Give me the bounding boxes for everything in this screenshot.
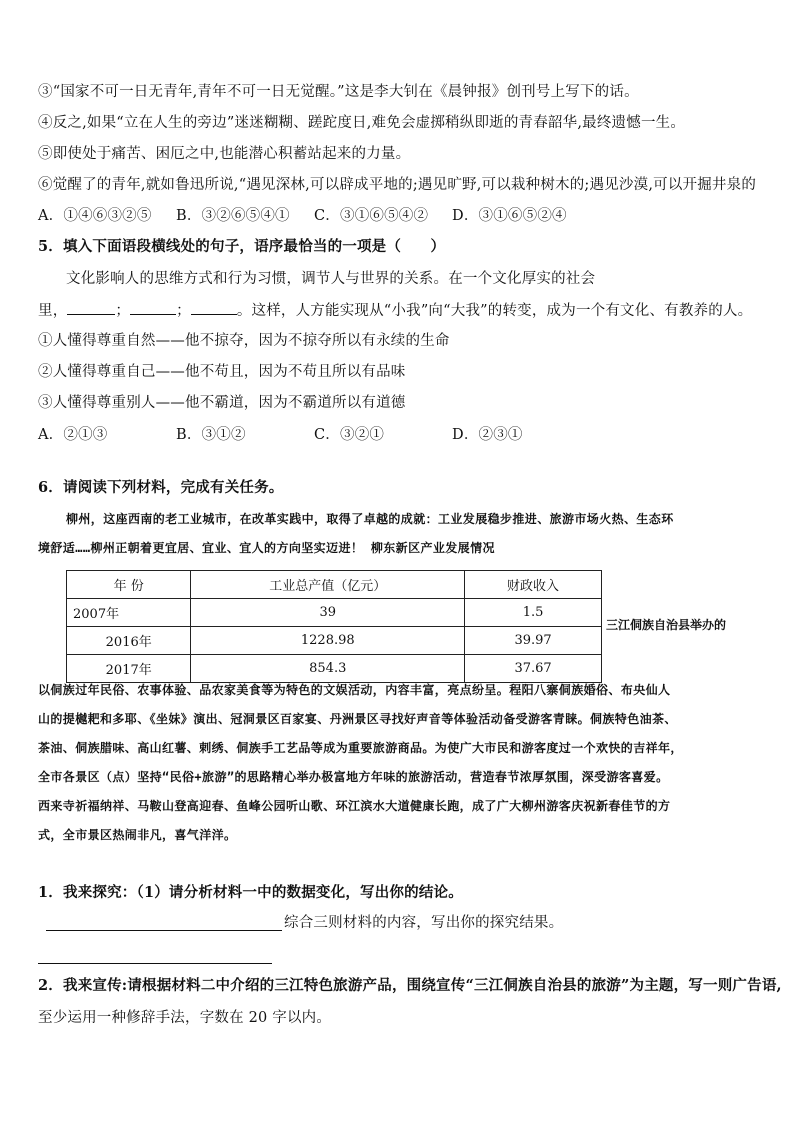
q5-para2-prefix: 里， [38, 303, 68, 319]
q5-paragraph-line2 [38, 300, 752, 321]
q5-blank-2 [130, 300, 176, 315]
answer-line-1 [46, 930, 282, 931]
table-header-revenue: 财政收入 [465, 571, 602, 599]
industry-data-table [66, 570, 602, 683]
material2-line: 茶油、侗族腊味、高山红薯、剌绣、侗族手工艺品等成为重要旅游商品。为使广大市民和游客度过一个欢快的吉祥年， [38, 741, 683, 755]
q5-para2-suffix: 。这样，人方能实现从“小我”向“大我”的转变，成为一个有文化、有教养的人。 [236, 303, 753, 319]
material2-line: 以侗族过年民俗、农事体验、品农家美食等为特色的文娱活动，内容丰富，亮点纷呈。程阳八寨侗族婚俗、布央仙人 [38, 683, 671, 697]
sentence-5: ⑤即使处于痛苦、困厄之中,也能潜心积蓄站起来的力量。 [38, 146, 411, 162]
q5-sentence-3: ③人懂得尊重别人——他不霸道，因为不霸道所以有道德 [38, 395, 406, 411]
q5-option-a: A．②①③ [38, 427, 108, 443]
task1-part2: 综合三则材料的内容，写出你的探究结果。 [284, 915, 564, 931]
task2-line1: 2．我来宣传:请根据材料二中介绍的三江特色旅游产品，围绕宣传“三江侗族自治县的旅游”为主题，写一则广告语, [38, 977, 782, 994]
table-header-output: 工业总产值（亿元） [191, 571, 465, 599]
q5-option-c: C．③②① [314, 427, 385, 443]
material2-line: 山的提樾耙和多耶、《坐妹》演出、冠洞景区百家宴、丹洲景区寻找好声音等体验活动备受游客青睐。侗族特色油茶、 [38, 712, 677, 726]
answer-line-2 [38, 963, 272, 964]
sentence-6: ⑥觉醒了的青年,就如鲁迅所说,“遇见深林,可以辟成平地的;遇见旷野,可以栽种树木的;遇见沙漠,可以开掘井泉的 [38, 177, 757, 193]
sentence-4: ④反之,如果“立在人生的旁边”迷迷糊糊、蹉跎度日,难免会虚掷稍纵即逝的青春韶华,最终遗憾一生。 [38, 115, 686, 131]
q4-option-b: B．③②⑥⑤④① [176, 208, 290, 224]
q5-sep-2: ； [176, 303, 191, 319]
table-cell-output: 854.3 [191, 655, 465, 683]
table-header-year: 年 份 [67, 571, 191, 599]
q6-stem: 6．请阅读下列材料，完成有关任务。 [38, 479, 284, 496]
table-cell-revenue: 1.5 [465, 599, 602, 627]
table-cell-output: 39 [191, 599, 465, 627]
q5-sentence-2: ②人懂得尊重自己——他不苟且，因为不苟且所以有品味 [38, 364, 406, 380]
table-row [67, 627, 602, 655]
material2-line: 全市各景区（点）坚持“民俗+旅游”的思路精心举办极富地方年味的旅游活动，营造春节浓厚氛围，深受游客喜爱。 [38, 770, 669, 784]
q5-sentence-1: ①人懂得尊重自然——他不掠夺，因为不掠夺所以有永续的生命 [38, 333, 450, 349]
q5-sep-1: ； [115, 303, 131, 319]
table-cell-year: 2007年 [67, 599, 191, 627]
task2-line2: 至少运用一种修辞手法，字数在 20 字以内。 [38, 1010, 332, 1026]
sentence-3: ③“国家不可一日无青年,青年不可一日无觉醒。”这是李大钊在《晨钟报》创刊号上写下的话。 [38, 84, 639, 100]
q5-options [38, 425, 523, 445]
material1-line1: 柳州，这座西南的老工业城市，在改革实践中，取得了卓越的成就：工业发展稳步推进、旅游市场火热、生态环 [66, 512, 674, 526]
q5-option-d: D．②③① [452, 427, 523, 443]
q5-option-b: B．③①② [176, 427, 246, 443]
q5-paragraph-line1: 文化影响人的思维方式和行为习惯，调节人与世界的关系。在一个文化厚实的社会 [66, 271, 596, 287]
material2-line: 式，全市景区热闹非凡，喜气洋洋。 [38, 828, 237, 842]
table-cell-revenue: 37.67 [465, 655, 602, 683]
q5-blank-1 [67, 300, 115, 315]
q4-option-a: A．①④⑥③②⑤ [38, 208, 152, 224]
material2-line: 西来寺祈福纳祥、马鞍山登高迎春、鱼峰公园听山歌、环江滨水大道健康长跑，成了广大柳州游客庆祝新春佳节的方 [38, 799, 671, 813]
table-row [67, 599, 602, 627]
material2-side-note: 三江侗族自治县举办的 [606, 618, 727, 632]
q5-blank-3 [191, 300, 237, 315]
table-header-row [67, 571, 602, 599]
table-cell-year: 2016年 [67, 627, 191, 655]
q5-stem: 5．填入下面语段横线处的句子，语序最恰当的一项是（ ） [38, 238, 446, 255]
material1-line2: 境舒适……柳州正朝着更宜居、宜业、宜人的方向坚实迈进！ 柳东新区产业发展情况 [38, 541, 495, 555]
table-cell-revenue: 39.97 [465, 627, 602, 655]
q4-options [38, 206, 567, 226]
q4-option-d: D．③①⑥⑤②④ [452, 208, 567, 224]
table-cell-year: 2017年 [67, 655, 191, 683]
table-cell-output: 1228.98 [191, 627, 465, 655]
q4-option-c: C．③①⑥⑤④② [314, 208, 429, 224]
task1-prompt: 1．我来探究：（1）请分析材料一中的数据变化，写出你的结论。 [38, 884, 463, 901]
